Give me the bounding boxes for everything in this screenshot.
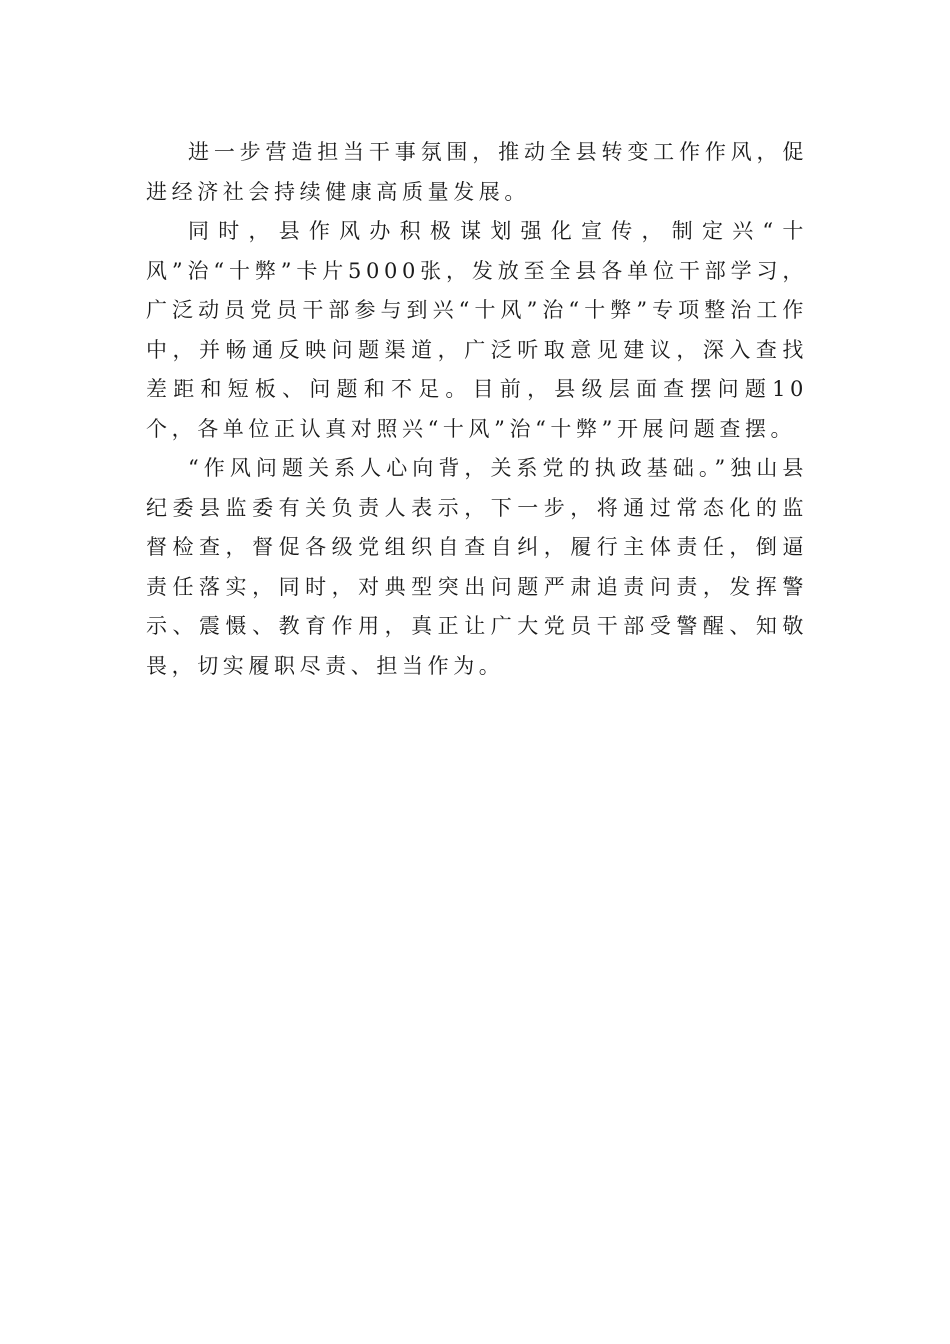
- document-body: [146, 133, 808, 686]
- paragraph-continued: 进一步营造担当干事氛围，推动全县转变工作作风，促进经济社会持续健康高质量发展。: [146, 140, 808, 204]
- paragraph-next-steps: “作风问题关系人心向背，关系党的执政基础。”独山县纪委县监委有关负责人表示，下一步，将通过常态化的监督检查，督促各级党组织自查自纠，履行主体责任，倒逼责任落实，同时，对典型突出问题严肃追责问责，发挥警示、震慑、教育作用，真正让广大党员干部受警醒、知敬畏，切实履职尽责、担当作为。: [146, 456, 808, 678]
- paragraph-publicity: 同时，县作风办积极谋划强化宣传，制定兴“十风”治“十弊”卡片5000张，发放至全县各单位干部学习，广泛动员党员干部参与到兴“十风”治“十弊”专项整治工作中，并畅通反映问题渠道，广泛听取意见建议，深入查找差距和短板、问题和不足。目前，县级层面查摆问题10个，各单位正认真对照兴“十风”治“十弊”开展问题查摆。: [146, 219, 808, 441]
